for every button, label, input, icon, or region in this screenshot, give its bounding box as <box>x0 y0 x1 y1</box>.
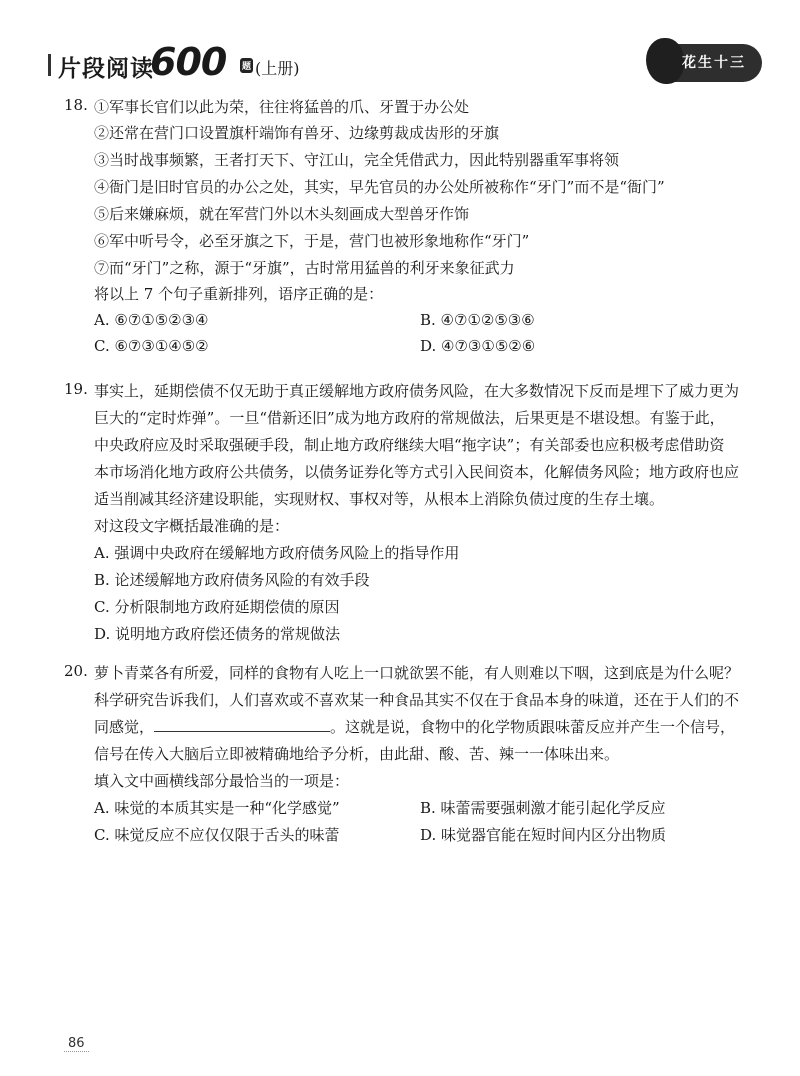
passage-line: 适当削减其经济建设职能，实现财权、事权对等，从根本上消除负债过度的生存土壤。 <box>94 490 665 508</box>
question-prompt: 对这段文字概括最准确的是： <box>94 517 290 535</box>
option-a[interactable]: A. 味觉的本质其实是一种“化学感觉” <box>94 799 340 817</box>
book-title: 片段阅读 <box>58 55 154 82</box>
option-d[interactable]: D. 味觉器官能在短时间内区分出物质 <box>420 826 667 844</box>
question-prompt: 将以上 7 个句子重新排列，语序正确的是： <box>94 285 384 303</box>
question-prompt: 填入文中画横线部分最恰当的一项是： <box>94 772 350 790</box>
option-c[interactable]: C. 味觉反应不应仅仅限于舌头的味蕾 <box>94 826 340 844</box>
option-c[interactable]: C. ⑥⑦③①④⑤② <box>94 337 209 355</box>
passage-text: 。这就是说，食物中的化学物质跟味蕾反应并产生一个信号， <box>330 718 736 736</box>
option-a[interactable]: A. ⑥⑦①⑤②③④ <box>94 311 209 329</box>
option-b[interactable]: B. 味蕾需要强刺激才能引起化学反应 <box>420 799 666 817</box>
option-a[interactable]: A. 强调中央政府在缓解地方政府债务风险上的指导作用 <box>94 544 460 562</box>
passage-line: 信号在传入大脑后立即被精确地给予分析，由此甜、酸、苦、辣一一体味出来。 <box>94 745 620 763</box>
sentence: ③当时战事频繁，王者打天下、守江山，完全凭借武力，因此特别器重军事将领 <box>94 151 620 169</box>
passage-line: 科学研究告诉我们，人们喜欢或不喜欢某一种食品其实不仅在于食品本身的味道，还在于人们的不 <box>94 691 740 709</box>
page-number <box>64 1036 89 1051</box>
header-bar <box>48 54 51 76</box>
passage-line: 巨大的“定时炸弹”。一旦“借新还旧”成为地方政府的常规做法，后果更是不堪设想。有鉴于此， <box>94 409 725 427</box>
option-b[interactable]: B. ④⑦①②⑤③⑥ <box>420 311 535 329</box>
sentence: ②还常在营门口设置旗杆端饰有兽牙、边缘剪裁成齿形的牙旗 <box>94 124 500 142</box>
passage-line: 中央政府应及时采取强硬手段，制止地方政府继续大唱“拖字诀”；有关部委也应积极考虑借助资 <box>94 436 725 454</box>
book-volume: (上册) <box>255 59 300 78</box>
sentence: ④衙门是旧时官员的办公之处，其实，早先官员的办公处所被称作“牙门”而不是“衙门” <box>94 178 665 196</box>
badge-text: 花生十三 <box>682 55 746 71</box>
option-d[interactable]: D. ④⑦③①⑤②⑥ <box>420 337 536 355</box>
option-c[interactable]: C. 分析限制地方政府延期偿债的原因 <box>94 598 340 616</box>
leaf-icon <box>646 38 684 84</box>
passage-text: 同感觉， <box>94 718 155 736</box>
sentence: ⑦而“牙门”之称，源于“牙旗”，古时常用猛兽的利牙来象征武力 <box>94 259 515 277</box>
question-number: 19. <box>64 380 88 398</box>
passage-line: 事实上，延期偿债不仅无助于真正缓解地方政府债务风险，在大多数情况下反而是埋下了威力更为 <box>94 382 740 400</box>
option-b[interactable]: B. 论述缓解地方政府债务风险的有效手段 <box>94 571 370 589</box>
page-header <box>48 38 768 90</box>
page-number-text: 86 <box>64 1036 89 1052</box>
sentence: ⑥军中听号令，必至牙旗之下，于是，营门也被形象地称作“牙门” <box>94 232 530 250</box>
brand-badge <box>646 38 768 86</box>
passage-line: 萝卜青菜各有所爱，同样的食物有人吃上一口就欲罢不能，有人则难以下咽，这到底是为什么呢？ <box>94 664 740 682</box>
option-d[interactable]: D. 说明地方政府偿还债务的常规做法 <box>94 625 341 643</box>
book-number: 600 <box>150 40 227 84</box>
question-number: 20. <box>64 662 88 680</box>
fill-in-blank <box>154 717 330 732</box>
sentence: ①军事长官们以此为荣，往往将猛兽的爪、牙置于办公处 <box>94 98 470 116</box>
question-number: 18. <box>64 96 88 114</box>
passage-line: 本市场消化地方政府公共债务，以债务证券化等方式引入民间资本，化解债务风险；地方政府也应 <box>94 463 740 481</box>
book-ti-mark: 题 <box>240 58 253 73</box>
passage-line <box>94 716 735 737</box>
sentence: ⑤后来嫌麻烦，就在军营门外以木头刻画成大型兽牙作饰 <box>94 205 470 223</box>
